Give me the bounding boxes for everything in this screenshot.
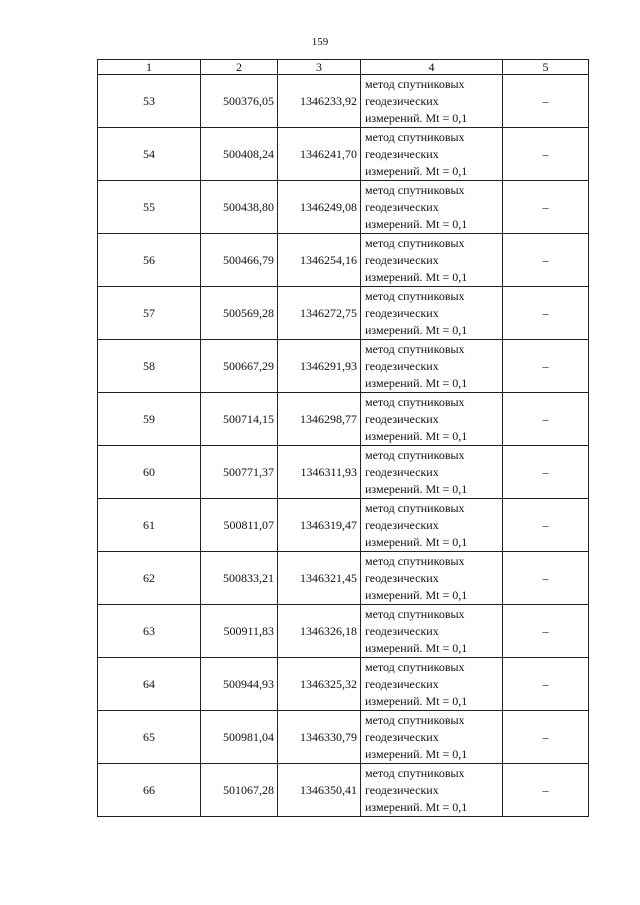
method-line: измерений. Mt = 0,1 xyxy=(365,375,468,390)
y-coordinate-cell: 1346326,18 xyxy=(278,605,361,658)
method-line: метод спутниковых xyxy=(365,500,465,515)
y-coordinate-cell: 1346272,75 xyxy=(278,287,361,340)
table-row xyxy=(98,605,589,658)
method-line: геодезических xyxy=(365,464,439,479)
method-line: метод спутниковых xyxy=(365,182,465,197)
table-header-row xyxy=(98,60,589,75)
y-coordinate-cell: 1346321,45 xyxy=(278,552,361,605)
x-coordinate-cell: 500376,05 xyxy=(201,75,278,128)
note-cell: – xyxy=(503,446,589,499)
method-line: метод спутниковых xyxy=(365,659,465,674)
note-cell: – xyxy=(503,658,589,711)
x-coordinate-cell: 500466,79 xyxy=(201,234,278,287)
note-cell: – xyxy=(503,711,589,764)
method-line: геодезических xyxy=(365,358,439,373)
table-row xyxy=(98,393,589,446)
method-line: геодезических xyxy=(365,517,439,532)
method-line: измерений. Mt = 0,1 xyxy=(365,216,468,231)
point-number-cell: 61 xyxy=(98,499,201,552)
method-line: измерений. Mt = 0,1 xyxy=(365,640,468,655)
note-cell: – xyxy=(503,287,589,340)
point-number-cell: 53 xyxy=(98,75,201,128)
point-number-cell: 54 xyxy=(98,128,201,181)
method-line: измерений. Mt = 0,1 xyxy=(365,587,468,602)
column-header-1: 1 xyxy=(98,60,201,75)
method-cell xyxy=(361,711,503,764)
method-line: метод спутниковых xyxy=(365,288,465,303)
method-cell xyxy=(361,128,503,181)
method-line: метод спутниковых xyxy=(365,765,465,780)
method-cell xyxy=(361,552,503,605)
method-cell xyxy=(361,234,503,287)
method-line: метод спутниковых xyxy=(365,606,465,621)
note-cell: – xyxy=(503,552,589,605)
method-cell xyxy=(361,446,503,499)
y-coordinate-cell: 1346330,79 xyxy=(278,711,361,764)
method-line: метод спутниковых xyxy=(365,341,465,356)
method-line: измерений. Mt = 0,1 xyxy=(365,322,468,337)
table-row xyxy=(98,181,589,234)
table-row xyxy=(98,658,589,711)
table-row xyxy=(98,75,589,128)
note-cell: – xyxy=(503,234,589,287)
note-cell: – xyxy=(503,181,589,234)
note-cell: – xyxy=(503,340,589,393)
method-line: геодезических xyxy=(365,570,439,585)
note-cell: – xyxy=(503,393,589,446)
table-row xyxy=(98,128,589,181)
method-line: метод спутниковых xyxy=(365,712,465,727)
y-coordinate-cell: 1346249,08 xyxy=(278,181,361,234)
note-cell: – xyxy=(503,499,589,552)
y-coordinate-cell: 1346298,77 xyxy=(278,393,361,446)
x-coordinate-cell: 500667,29 xyxy=(201,340,278,393)
method-line: метод спутниковых xyxy=(365,447,465,462)
method-line: геодезических xyxy=(365,623,439,638)
table-row xyxy=(98,552,589,605)
x-coordinate-cell: 500911,83 xyxy=(201,605,278,658)
method-cell xyxy=(361,393,503,446)
method-cell xyxy=(361,75,503,128)
method-line: геодезических xyxy=(365,146,439,161)
column-header-3: 3 xyxy=(278,60,361,75)
method-line: геодезических xyxy=(365,729,439,744)
x-coordinate-cell: 500569,28 xyxy=(201,287,278,340)
method-line: метод спутниковых xyxy=(365,76,465,91)
y-coordinate-cell: 1346350,41 xyxy=(278,764,361,817)
y-coordinate-cell: 1346311,93 xyxy=(278,446,361,499)
table-row xyxy=(98,711,589,764)
method-cell xyxy=(361,181,503,234)
point-number-cell: 56 xyxy=(98,234,201,287)
table-row xyxy=(98,764,589,817)
method-line: метод спутниковых xyxy=(365,553,465,568)
note-cell: – xyxy=(503,75,589,128)
method-line: измерений. Mt = 0,1 xyxy=(365,534,468,549)
y-coordinate-cell: 1346254,16 xyxy=(278,234,361,287)
point-number-cell: 59 xyxy=(98,393,201,446)
method-line: геодезических xyxy=(365,676,439,691)
method-line: геодезических xyxy=(365,199,439,214)
x-coordinate-cell: 500714,15 xyxy=(201,393,278,446)
table-row xyxy=(98,446,589,499)
x-coordinate-cell: 500408,24 xyxy=(201,128,278,181)
table-body xyxy=(98,75,589,817)
method-line: измерений. Mt = 0,1 xyxy=(365,110,468,125)
method-line: измерений. Mt = 0,1 xyxy=(365,163,468,178)
method-line: геодезических xyxy=(365,411,439,426)
note-cell: – xyxy=(503,764,589,817)
x-coordinate-cell: 500944,93 xyxy=(201,658,278,711)
page-number: 159 xyxy=(311,36,329,48)
method-cell xyxy=(361,658,503,711)
point-number-cell: 66 xyxy=(98,764,201,817)
method-line: измерений. Mt = 0,1 xyxy=(365,693,468,708)
y-coordinate-cell: 1346233,92 xyxy=(278,75,361,128)
y-coordinate-cell: 1346241,70 xyxy=(278,128,361,181)
method-cell xyxy=(361,287,503,340)
y-coordinate-cell: 1346319,47 xyxy=(278,499,361,552)
point-number-cell: 63 xyxy=(98,605,201,658)
point-number-cell: 65 xyxy=(98,711,201,764)
method-line: геодезических xyxy=(365,305,439,320)
method-cell xyxy=(361,340,503,393)
note-cell: – xyxy=(503,605,589,658)
x-coordinate-cell: 500438,80 xyxy=(201,181,278,234)
x-coordinate-cell: 500981,04 xyxy=(201,711,278,764)
coordinates-table xyxy=(97,59,589,817)
method-cell xyxy=(361,764,503,817)
method-line: метод спутниковых xyxy=(365,235,465,250)
column-header-5: 5 xyxy=(503,60,589,75)
method-line: метод спутниковых xyxy=(365,129,465,144)
y-coordinate-cell: 1346325,32 xyxy=(278,658,361,711)
method-cell xyxy=(361,605,503,658)
method-line: геодезических xyxy=(365,782,439,797)
point-number-cell: 57 xyxy=(98,287,201,340)
table-row xyxy=(98,287,589,340)
x-coordinate-cell: 501067,28 xyxy=(201,764,278,817)
x-coordinate-cell: 500833,21 xyxy=(201,552,278,605)
table-row xyxy=(98,234,589,287)
point-number-cell: 64 xyxy=(98,658,201,711)
x-coordinate-cell: 500771,37 xyxy=(201,446,278,499)
point-number-cell: 58 xyxy=(98,340,201,393)
note-cell: – xyxy=(503,128,589,181)
column-header-2: 2 xyxy=(201,60,278,75)
point-number-cell: 62 xyxy=(98,552,201,605)
column-header-4: 4 xyxy=(361,60,503,75)
method-line: геодезических xyxy=(365,93,439,108)
method-line: измерений. Mt = 0,1 xyxy=(365,269,468,284)
method-line: измерений. Mt = 0,1 xyxy=(365,428,468,443)
x-coordinate-cell: 500811,07 xyxy=(201,499,278,552)
y-coordinate-cell: 1346291,93 xyxy=(278,340,361,393)
point-number-cell: 55 xyxy=(98,181,201,234)
method-line: геодезических xyxy=(365,252,439,267)
method-line: измерений. Mt = 0,1 xyxy=(365,746,468,761)
method-cell xyxy=(361,499,503,552)
method-line: измерений. Mt = 0,1 xyxy=(365,799,468,814)
method-line: метод спутниковых xyxy=(365,394,465,409)
table-row xyxy=(98,499,589,552)
method-line: измерений. Mt = 0,1 xyxy=(365,481,468,496)
table-row xyxy=(98,340,589,393)
point-number-cell: 60 xyxy=(98,446,201,499)
